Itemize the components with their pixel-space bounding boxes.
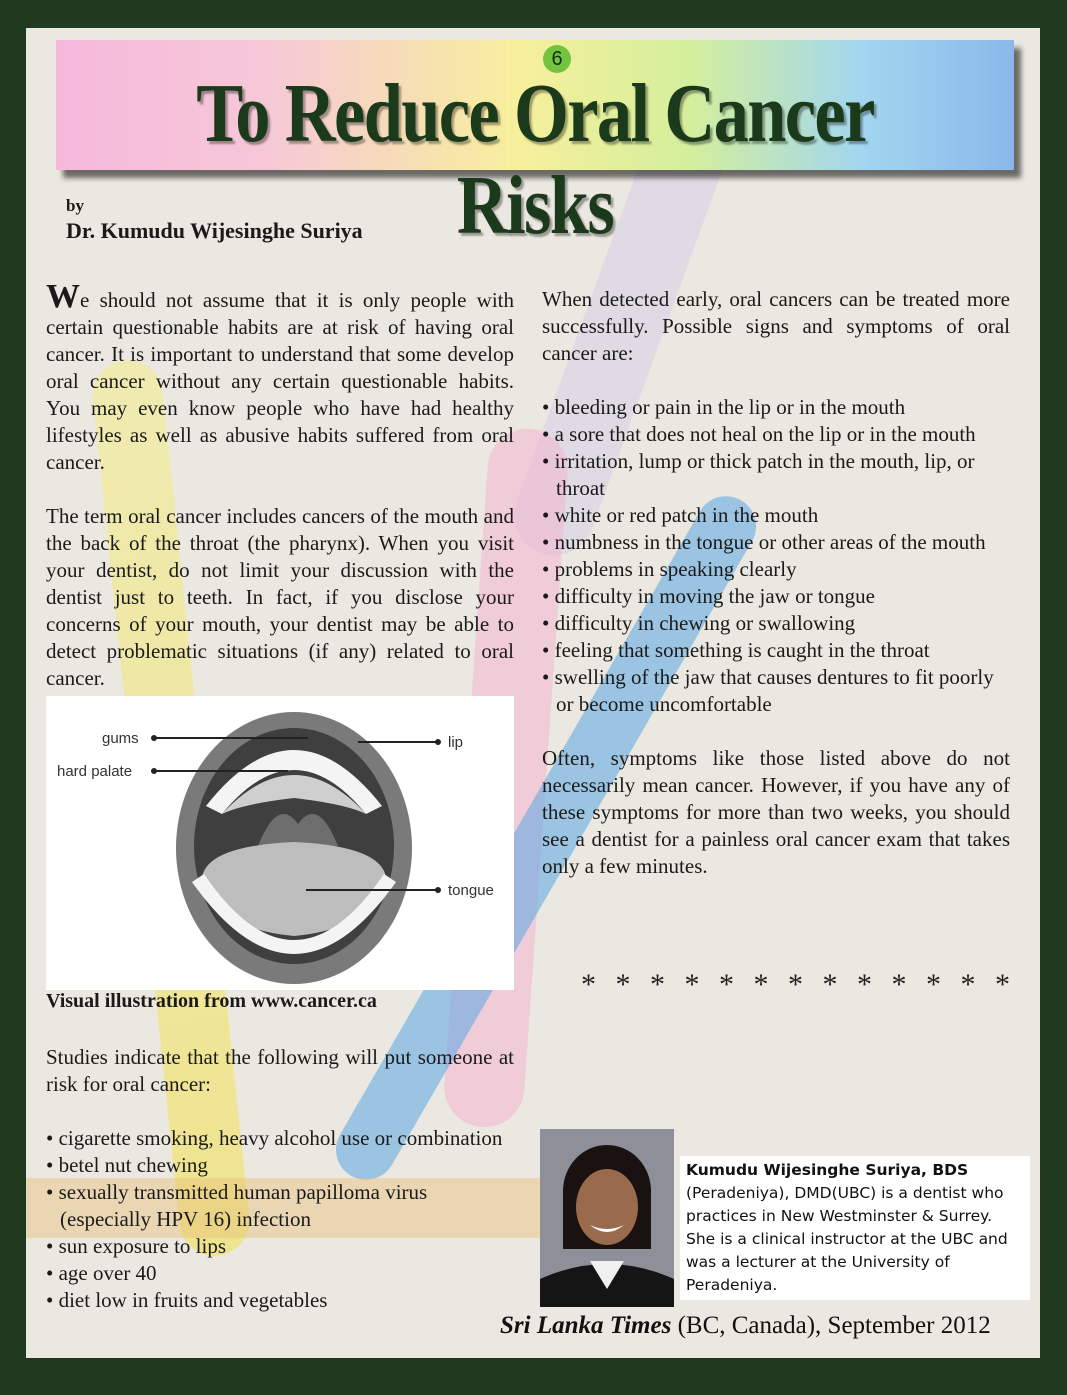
label-tongue: tongue (448, 882, 494, 899)
label-lip: lip (448, 734, 464, 751)
intro-paragraph (46, 278, 514, 476)
byline: by (66, 196, 84, 215)
risk-item: • diet low in fruits and vegetables (46, 1288, 328, 1312)
symptom-item: • feeling that something is caught in the throat (542, 638, 930, 662)
figure-caption: Visual illustration from www.cancer.ca (46, 990, 377, 1012)
page-number-badge: 6 (543, 45, 571, 73)
risk-intro: Studies indicate that the following will put someone at risk for oral cancer: (46, 1045, 514, 1096)
section-divider-stars: * * * * * * * * * * * * * (581, 968, 1016, 1001)
bio-name: Kumudu Wijesinghe Suriya, BDS (686, 1161, 969, 1179)
symptom-item: • numbness in the tongue or other areas of the mouth (542, 530, 986, 554)
symptom-item: • difficulty in chewing or swallowing (542, 611, 856, 635)
risk-item: • sun exposure to lips (46, 1234, 227, 1258)
publication-name: Sri Lanka Times (500, 1312, 672, 1339)
intro-text: e should not assume that it is only people with certain questionable habits are at risk of having oral cancer. It is important to understand that some develop oral cancer without any certain questionable habits. You may even know people who have had healthy lifestyles as well as abusive habits suffered from oral cancer. (46, 288, 514, 474)
symptom-item: • white or red patch in the mouth (542, 503, 819, 527)
label-hard-palate: hard palate (57, 763, 133, 780)
right-column (542, 286, 1010, 907)
symptom-list (542, 394, 1010, 718)
risk-section (46, 1044, 514, 1341)
article-page (26, 28, 1040, 1358)
symptom-item: • swelling of the jaw that causes dentures to fit poorly or become uncomfortable (542, 665, 994, 716)
oral-cancer-definition-paragraph: The term oral cancer includes cancers of the mouth and the back of the throat (the pharynx). When you visit your dentist, do not limit your discussion with the dentist just to teeth. In fact, if you disclose your concerns of your mouth, your dentist may be able to detect problematic situations (if any) related to oral cancer. (46, 504, 514, 690)
bio-text: (Peradeniya), DMD(UBC) is a dentist who practices in New Westminster & Surrey. She is a clinical instructor at the UBC and was a lecturer at the University of Peradeniya. (686, 1184, 1008, 1294)
symptom-item: • a sore that does not heal on the lip or in the mouth (542, 422, 976, 446)
label-gums: gums (102, 730, 139, 747)
risk-item: • betel nut chewing (46, 1153, 208, 1177)
risk-item: • sexually transmitted human papilloma virus (especially HPV 16) infection (46, 1180, 428, 1231)
symptom-item: • difficulty in moving the jaw or tongue (542, 584, 875, 608)
author-portrait-icon (540, 1129, 674, 1307)
author-photo (540, 1129, 674, 1307)
publication-footer (500, 1312, 991, 1340)
mouth-diagram-svg (46, 696, 514, 990)
risk-list (46, 1125, 514, 1314)
drop-cap: W (46, 278, 80, 315)
closing-paragraph: Often, symptoms like those listed above do not necessarily mean cancer. However, if you have any of these symptoms for more than two weeks, you should see a dentist for a painless oral cancer exam that takes only a few minutes. (542, 746, 1010, 878)
page-title: To Reduce Oral Cancer Risks (196, 67, 874, 252)
publication-details: (BC, Canada), September 2012 (671, 1312, 991, 1339)
symptom-item: • problems in speaking clearly (542, 557, 797, 581)
left-column (46, 278, 514, 719)
risk-item: • cigarette smoking, heavy alcohol use or combination (46, 1126, 503, 1150)
risk-item: • age over 40 (46, 1261, 157, 1285)
mouth-diagram (46, 696, 514, 990)
author-bio (680, 1156, 1030, 1300)
symptom-item: • bleeding or pain in the lip or in the mouth (542, 395, 906, 419)
symptoms-intro: When detected early, oral cancers can be treated more successfully. Possible signs and symptoms of oral cancer are: (542, 287, 1010, 365)
author-name: Dr. Kumudu Wijesinghe Suriya (66, 218, 363, 243)
symptom-item: • irritation, lump or thick patch in the mouth, lip, or throat (542, 449, 975, 500)
